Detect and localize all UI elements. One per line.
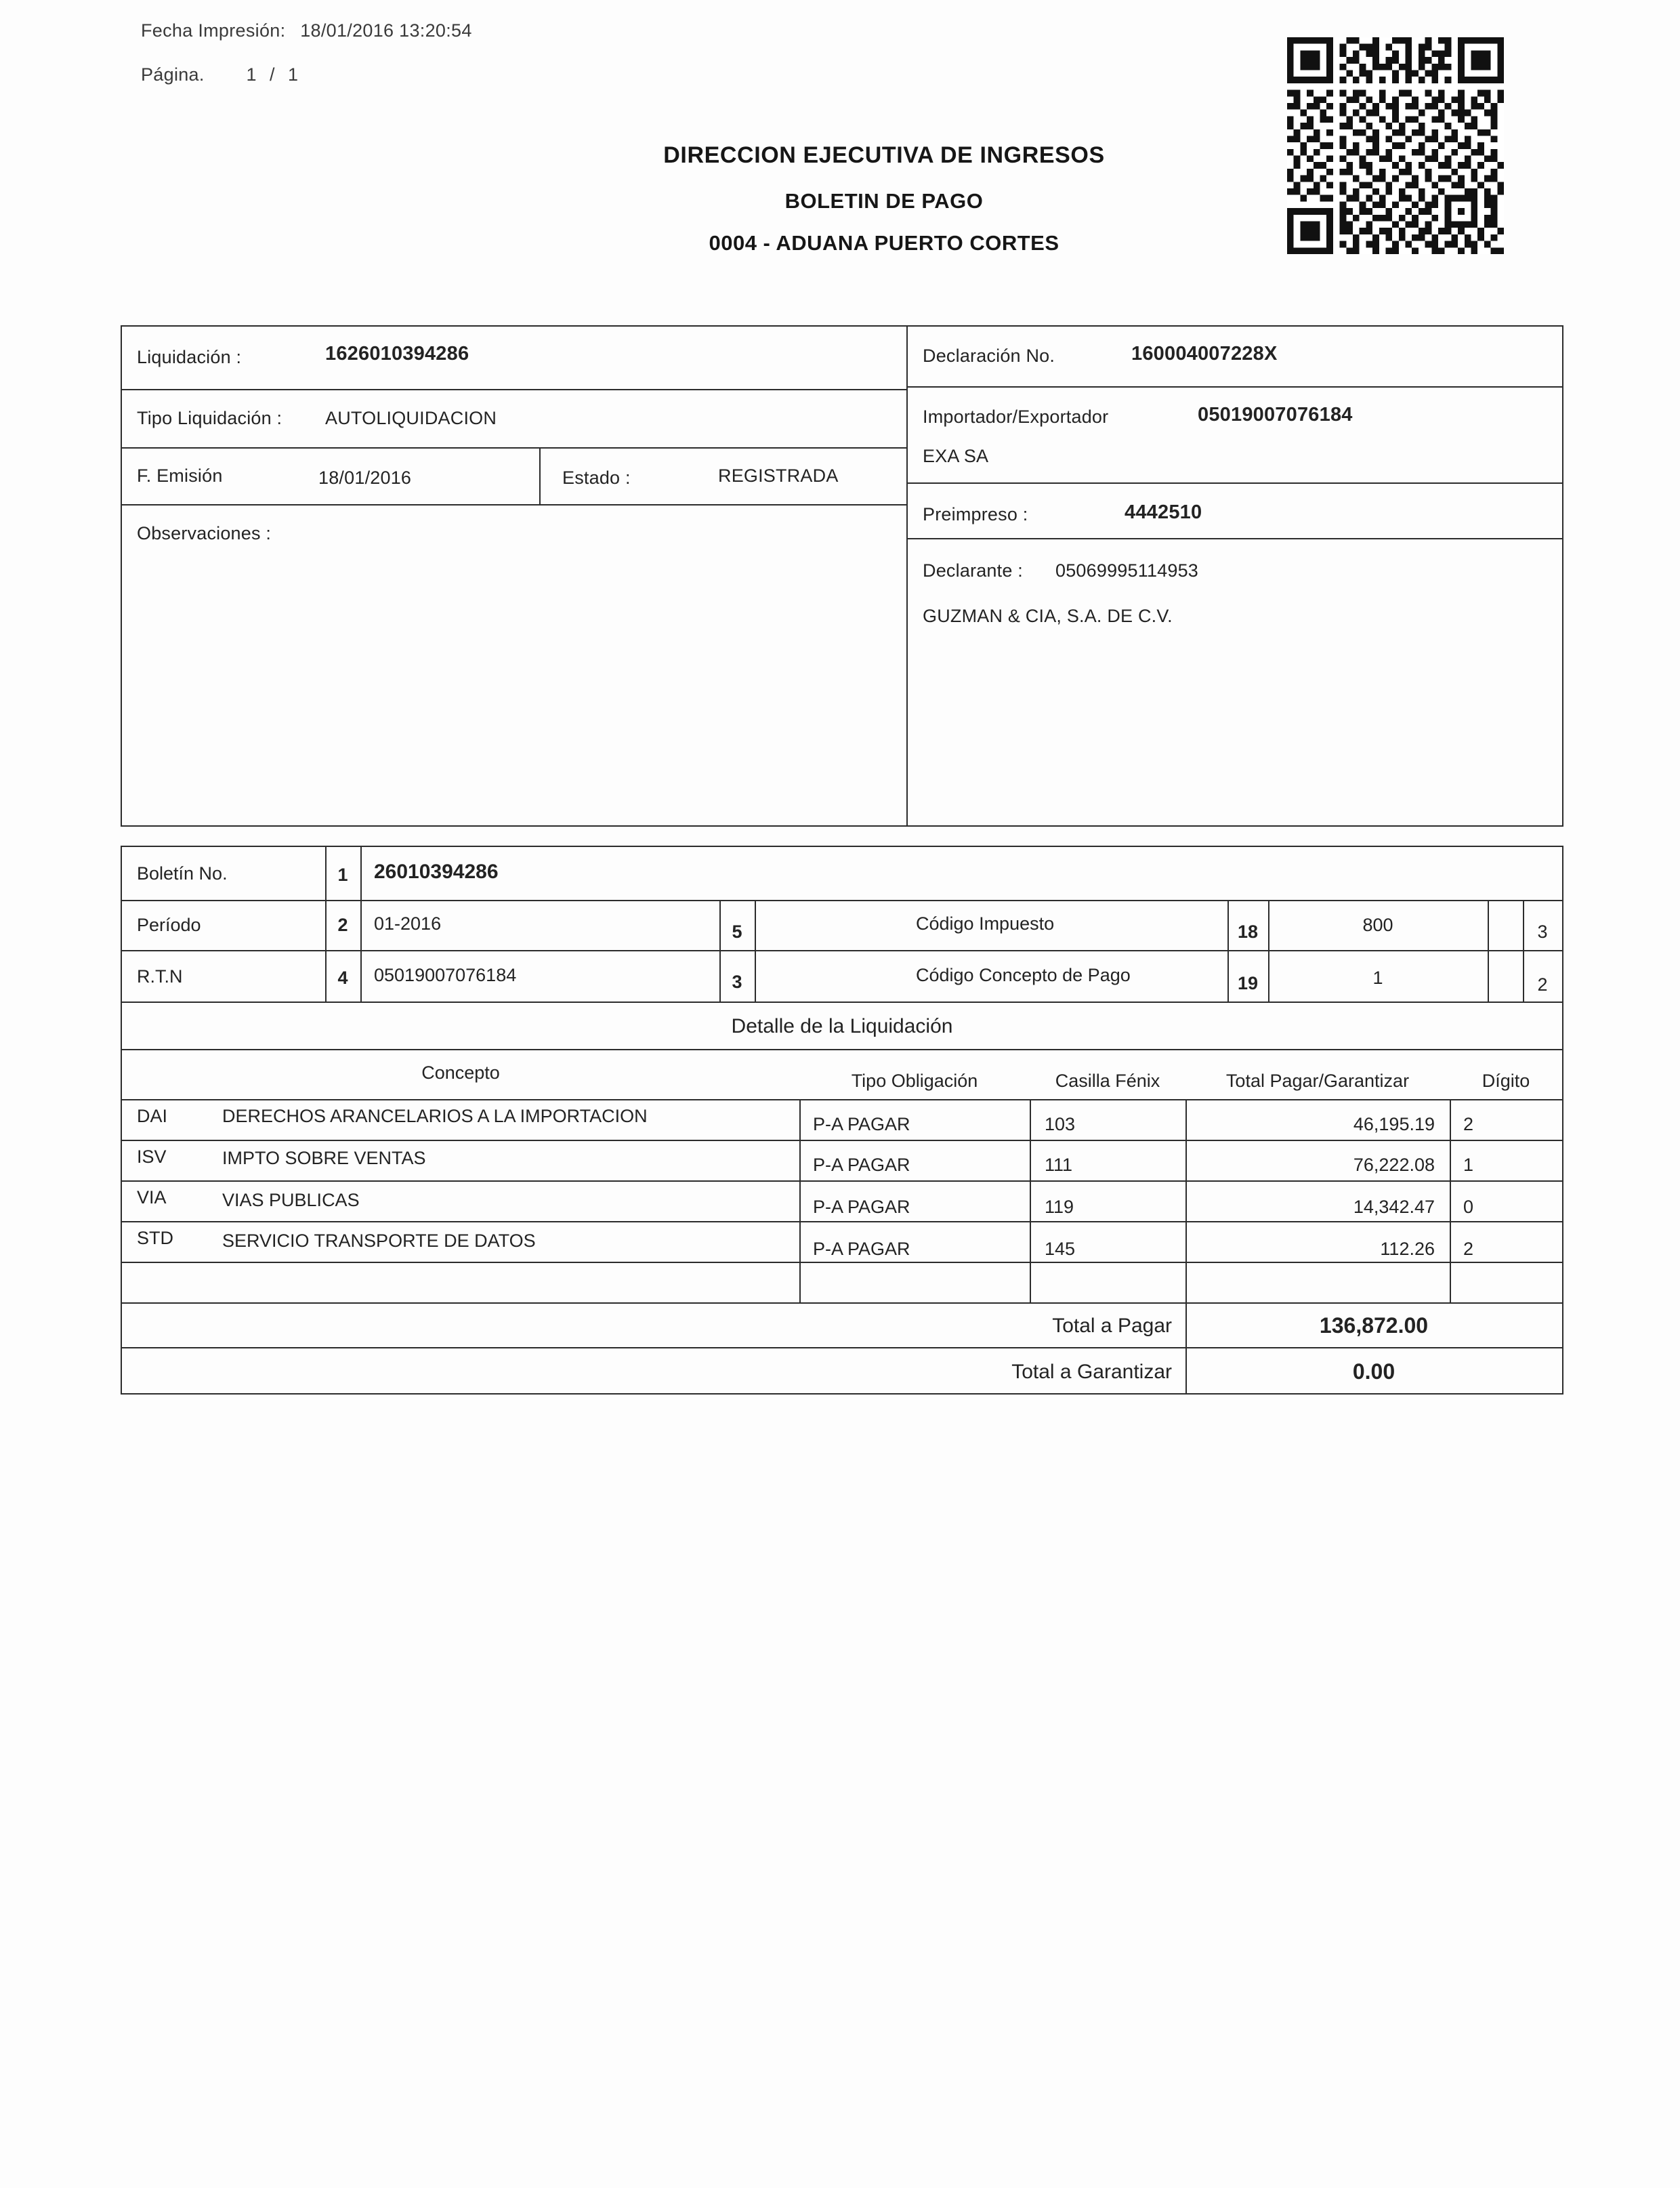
divider xyxy=(539,447,541,504)
codigo-impuesto-label: Código Impuesto xyxy=(916,913,1055,934)
importador-name: EXA SA xyxy=(923,446,989,466)
table-row: P-A PAGAR xyxy=(813,1155,910,1175)
page-label: Página. xyxy=(141,64,205,85)
divider xyxy=(1030,1099,1031,1302)
divider xyxy=(755,900,756,1002)
total-pagar-value: 136,872.00 xyxy=(1319,1313,1429,1338)
page-value: 1 / 1 xyxy=(246,64,303,85)
divider xyxy=(906,482,1563,484)
customs-office: 0004 - ADUANA PUERTO CORTES xyxy=(709,231,1059,255)
divider xyxy=(122,1302,1562,1304)
divider xyxy=(122,1393,1562,1395)
table-row: 46,195.19 xyxy=(1353,1114,1435,1134)
page-row xyxy=(141,64,472,85)
importador-value: 05019007076184 xyxy=(1198,404,1353,426)
codigo-impuesto-index: 18 xyxy=(1237,922,1259,942)
print-date-value: 18/01/2016 13:20:54 xyxy=(300,20,472,41)
preimpreso-value: 4442510 xyxy=(1125,501,1202,523)
table-row: SERVICIO TRANSPORTE DE DATOS xyxy=(222,1231,536,1251)
divider xyxy=(799,1099,801,1302)
codigo-concepto-label: Código Concepto de Pago xyxy=(916,965,1131,985)
estado-value: REGISTRADA xyxy=(718,466,839,486)
tipo-liquidacion-label: Tipo Liquidación : xyxy=(137,408,282,428)
divider xyxy=(122,1221,1562,1222)
fecha-emision-label: F. Emisión xyxy=(137,466,223,486)
rtn-index: 4 xyxy=(337,968,348,988)
importador-label: Importador/Exportador xyxy=(923,407,1109,427)
preimpreso-label: Preimpreso : xyxy=(923,504,1028,524)
table-row: 145 xyxy=(1045,1239,1076,1259)
box-divider xyxy=(906,327,908,825)
table-row: IMPTO SOBRE VENTAS xyxy=(222,1148,426,1168)
page-title: DIRECCION EJECUTIVA DE INGRESOS xyxy=(663,142,1105,168)
declarante-value: 05069995114953 xyxy=(1055,560,1199,581)
table-row: 14,342.47 xyxy=(1353,1197,1435,1217)
rtn-index2: 3 xyxy=(732,972,742,992)
table-row: 76,222.08 xyxy=(1353,1155,1435,1175)
detalle-title: Detalle de la Liquidación xyxy=(731,1015,953,1037)
table-row: 2 xyxy=(1463,1239,1474,1259)
column-header-casilla: Casilla Fénix xyxy=(1055,1071,1160,1091)
table-row: 1 xyxy=(1463,1155,1474,1175)
table-row: P-A PAGAR xyxy=(813,1239,910,1259)
divider xyxy=(122,447,906,449)
column-header-tipo-obligacion: Tipo Obligación xyxy=(851,1071,978,1091)
declaracion-value: 160004007228X xyxy=(1131,343,1278,365)
codigo-concepto-index: 19 xyxy=(1237,973,1259,993)
divider xyxy=(122,1049,1562,1050)
liquidacion-info-box xyxy=(121,325,1563,827)
table-row: DERECHOS ARANCELARIOS A LA IMPORTACION xyxy=(222,1106,648,1126)
table-row: ISV xyxy=(137,1147,167,1167)
total-garantizar-value: 0.00 xyxy=(1352,1359,1395,1384)
observaciones-label: Observaciones : xyxy=(137,523,272,543)
divider xyxy=(1450,1099,1451,1302)
codigo-impuesto-value: 800 xyxy=(1362,915,1393,935)
table-row: 119 xyxy=(1045,1197,1074,1217)
divider xyxy=(360,847,362,1002)
declarante-label: Declarante : xyxy=(923,560,1023,581)
periodo-index: 2 xyxy=(337,915,348,935)
divider xyxy=(122,950,1562,951)
print-meta xyxy=(141,20,472,108)
column-header-digito: Dígito xyxy=(1482,1071,1530,1091)
rtn-value: 05019007076184 xyxy=(374,965,517,985)
table-row: 103 xyxy=(1045,1114,1076,1134)
table-row: STD xyxy=(137,1228,173,1248)
estado-label: Estado : xyxy=(562,468,631,488)
periodo-label: Período xyxy=(137,915,201,935)
declaracion-label: Declaración No. xyxy=(923,346,1055,366)
table-row: VIAS PUBLICAS xyxy=(222,1190,360,1210)
codigo-concepto-value: 1 xyxy=(1372,968,1383,988)
divider xyxy=(122,389,906,390)
column-header-total: Total Pagar/Garantizar xyxy=(1225,1071,1410,1091)
table-row: 0 xyxy=(1463,1197,1474,1217)
table-row: DAI xyxy=(137,1106,168,1126)
rtn-label: R.T.N xyxy=(137,966,183,987)
divider xyxy=(906,386,1563,388)
document-title-block xyxy=(0,142,1680,255)
declarante-name: GUZMAN & CIA, S.A. DE C.V. xyxy=(923,606,1173,626)
divider xyxy=(122,1262,1562,1263)
print-date-label: Fecha Impresión: xyxy=(141,20,286,41)
codigo-concepto-index2: 2 xyxy=(1537,974,1548,995)
table-row: P-A PAGAR xyxy=(813,1114,910,1134)
divider xyxy=(122,1099,1562,1100)
periodo-index2: 5 xyxy=(732,922,742,942)
periodo-value: 01-2016 xyxy=(374,913,442,934)
table-row: 2 xyxy=(1463,1114,1474,1134)
table-row: P-A PAGAR xyxy=(813,1197,910,1217)
divider xyxy=(906,538,1563,539)
boletin-no-value: 26010394286 xyxy=(374,861,499,883)
liquidacion-label: Liquidación : xyxy=(137,347,242,367)
divider xyxy=(122,1347,1562,1348)
divider xyxy=(122,1180,1562,1182)
column-header-concepto: Concepto xyxy=(421,1062,500,1083)
document-subtitle: BOLETIN DE PAGO xyxy=(784,189,984,213)
table-row: VIA xyxy=(137,1187,167,1207)
table-row: 111 xyxy=(1045,1155,1073,1175)
boletin-detail-table xyxy=(121,846,1563,1395)
tipo-liquidacion-value: AUTOLIQUIDACION xyxy=(325,408,497,428)
divider xyxy=(122,900,1562,901)
liquidacion-value: 1626010394286 xyxy=(325,343,469,365)
print-date-row xyxy=(141,20,472,41)
total-pagar-label: Total a Pagar xyxy=(1052,1315,1172,1337)
table-row: 112.26 xyxy=(1380,1239,1435,1259)
fecha-emision-value: 18/01/2016 xyxy=(318,468,412,488)
divider xyxy=(122,504,906,505)
codigo-impuesto-index2: 3 xyxy=(1537,922,1548,942)
total-garantizar-label: Total a Garantizar xyxy=(1011,1361,1172,1383)
divider xyxy=(122,1002,1562,1003)
boletin-no-label: Boletín No. xyxy=(137,863,228,884)
boletin-no-index: 1 xyxy=(337,865,348,885)
divider xyxy=(122,1140,1562,1141)
divider xyxy=(1488,900,1489,1002)
